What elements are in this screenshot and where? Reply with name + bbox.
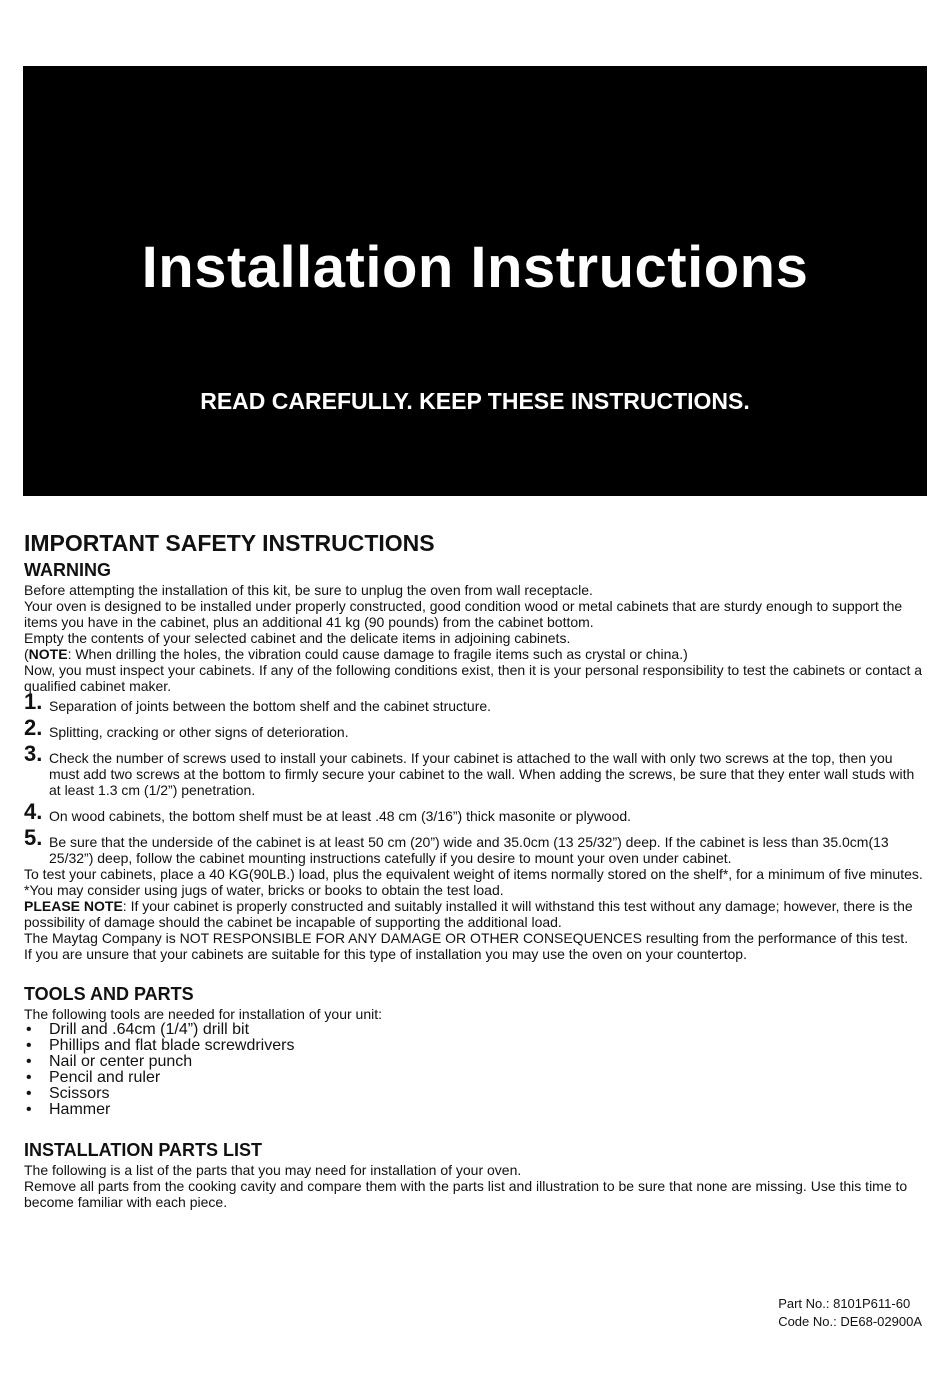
tool-name: Drill and .64cm (1/4”) drill bit: [49, 1021, 250, 1038]
bullet-icon: •: [26, 1069, 32, 1086]
tool-name: Pencil and ruler: [49, 1069, 161, 1086]
list-item: [24, 1086, 924, 1102]
note-label: NOTE: [28, 646, 68, 662]
note-open: (: [24, 646, 29, 662]
countertop-paragraph: If you are unsure that your cabinets are suitable for this type of installation you may use the oven on your countertop.: [24, 946, 747, 962]
parts-heading: INSTALLATION PARTS LIST: [24, 1140, 262, 1160]
bullet-icon: •: [26, 1085, 32, 1102]
tool-name: Scissors: [49, 1085, 110, 1102]
warning-heading: WARNING: [24, 560, 111, 580]
list-item-number: 3.: [24, 741, 43, 766]
bullet-icon: •: [26, 1053, 32, 1070]
tools-list: [24, 1022, 924, 1118]
bullet-icon: •: [26, 1101, 32, 1118]
list-item-text: Separation of joints between the bottom shelf and the cabinet structure.: [49, 698, 492, 714]
code-number: Code No.: DE68-02900A: [778, 1314, 922, 1329]
footer-codes: [778, 1295, 922, 1331]
list-item: [24, 799, 924, 824]
document-body: [24, 528, 924, 1210]
safety-heading: IMPORTANT SAFETY INSTRUCTIONS: [24, 530, 435, 556]
tool-name: Nail or center punch: [49, 1053, 193, 1070]
parts-paragraph-1: The following is a list of the parts that you may need for installation of your oven.: [24, 1162, 522, 1178]
list-item-number: 2.: [24, 715, 43, 740]
list-item-text: On wood cabinets, the bottom shelf must be at least .48 cm (3/16”) thick masonite or plywood.: [49, 808, 632, 824]
tool-name: Hammer: [49, 1101, 111, 1118]
please-note-paragraph: [24, 898, 924, 930]
page-subtitle: READ CAREFULLY. KEEP THESE INSTRUCTIONS.: [200, 388, 750, 414]
bullet-icon: •: [26, 1021, 32, 1038]
tool-name: Phillips and flat blade screwdrivers: [49, 1037, 295, 1054]
inspection-list: [24, 689, 924, 866]
list-item-text: Splitting, cracking or other signs of deterioration.: [49, 724, 349, 740]
parts-paragraph-2: Remove all parts from the cooking cavity and compare them with the parts list and illustration to be sure that none are missing. Use this time to become familiar with each piece.: [24, 1178, 908, 1210]
list-item: [24, 715, 924, 740]
safety-paragraph-2: Your oven is designed to be installed under properly constructed, good condition wood or metal cabinets that are sturdy enough to support the items you have in the cabinet, plus an additional 41 kg (90 pounds) from the cabinet bottom.: [24, 598, 903, 630]
safety-paragraph-1: Before attempting the installation of this kit, be sure to unplug the oven from wall receptacle.: [24, 582, 593, 598]
safety-paragraph-4: Now, you must inspect your cabinets. If any of the following conditions exist, then it is your personal responsibility to test the cabinets or contact a qualified cabinet maker.: [24, 662, 923, 694]
tools-heading: TOOLS AND PARTS: [24, 984, 194, 1004]
list-item: [24, 1102, 924, 1118]
list-item-number: 4.: [24, 799, 43, 824]
please-note-text: : If your cabinet is properly constructed and suitably installed it will withstand this test without any damage; however, there is the possibility of damage should the cabinet be incapable of supporting the additional load.: [24, 898, 913, 930]
list-item-text: Check the number of screws used to install your cabinets. If your cabinet is attached to the wall with only two screws at the top, then you must add two screws at the bottom to firmly secure your cabinet to the wall. When adding the screws, be sure that they enter wall studs with at least 1.3 cm (1/2”) penetration.: [49, 750, 915, 798]
list-item: [24, 741, 924, 798]
list-item: [24, 1022, 924, 1038]
page-title: Installation Instructions: [141, 235, 809, 300]
list-item: [24, 689, 924, 714]
test-paragraph: To test your cabinets, place a 40 KG(90LB.) load, plus the equivalent weight of items normally stored on the shelf*, for a minimum of five minutes.: [24, 866, 923, 882]
list-item: [24, 825, 924, 866]
list-item-text: Be sure that the underside of the cabinet is at least 50 cm (20”) wide and 35.0cm (13 25/32”) deep. If the cabinet is less than 35.0cm(13 25/32”) deep, follow the cabinet mounting instructions catefully if you desire to mount your oven under cabinet.: [49, 834, 889, 866]
note-paragraph: [24, 646, 924, 662]
safety-paragraph-3: Empty the contents of your selected cabinet and the delicate items in adjoining cabinets.: [24, 630, 571, 646]
list-item: [24, 1054, 924, 1070]
title-banner: [23, 66, 927, 496]
please-note-label: PLEASE NOTE: [24, 898, 123, 914]
list-item-number: 5.: [24, 825, 43, 850]
bullet-icon: •: [26, 1037, 32, 1054]
test-load-note: *You may consider using jugs of water, bricks or books to obtain the test load.: [24, 882, 504, 898]
list-item: [24, 1038, 924, 1054]
tools-intro: The following tools are needed for installation of your unit:: [24, 1006, 382, 1022]
note-text: : When drilling the holes, the vibration could cause damage to fragile items such as crystal or china.): [67, 646, 688, 662]
part-number: Part No.: 8101P611-60: [778, 1296, 911, 1311]
list-item-number: 1.: [24, 689, 43, 714]
disclaimer-paragraph: The Maytag Company is NOT RESPONSIBLE FOR ANY DAMAGE OR OTHER CONSEQUENCES resulting from the performance of this test.: [24, 930, 909, 946]
list-item: [24, 1070, 924, 1086]
